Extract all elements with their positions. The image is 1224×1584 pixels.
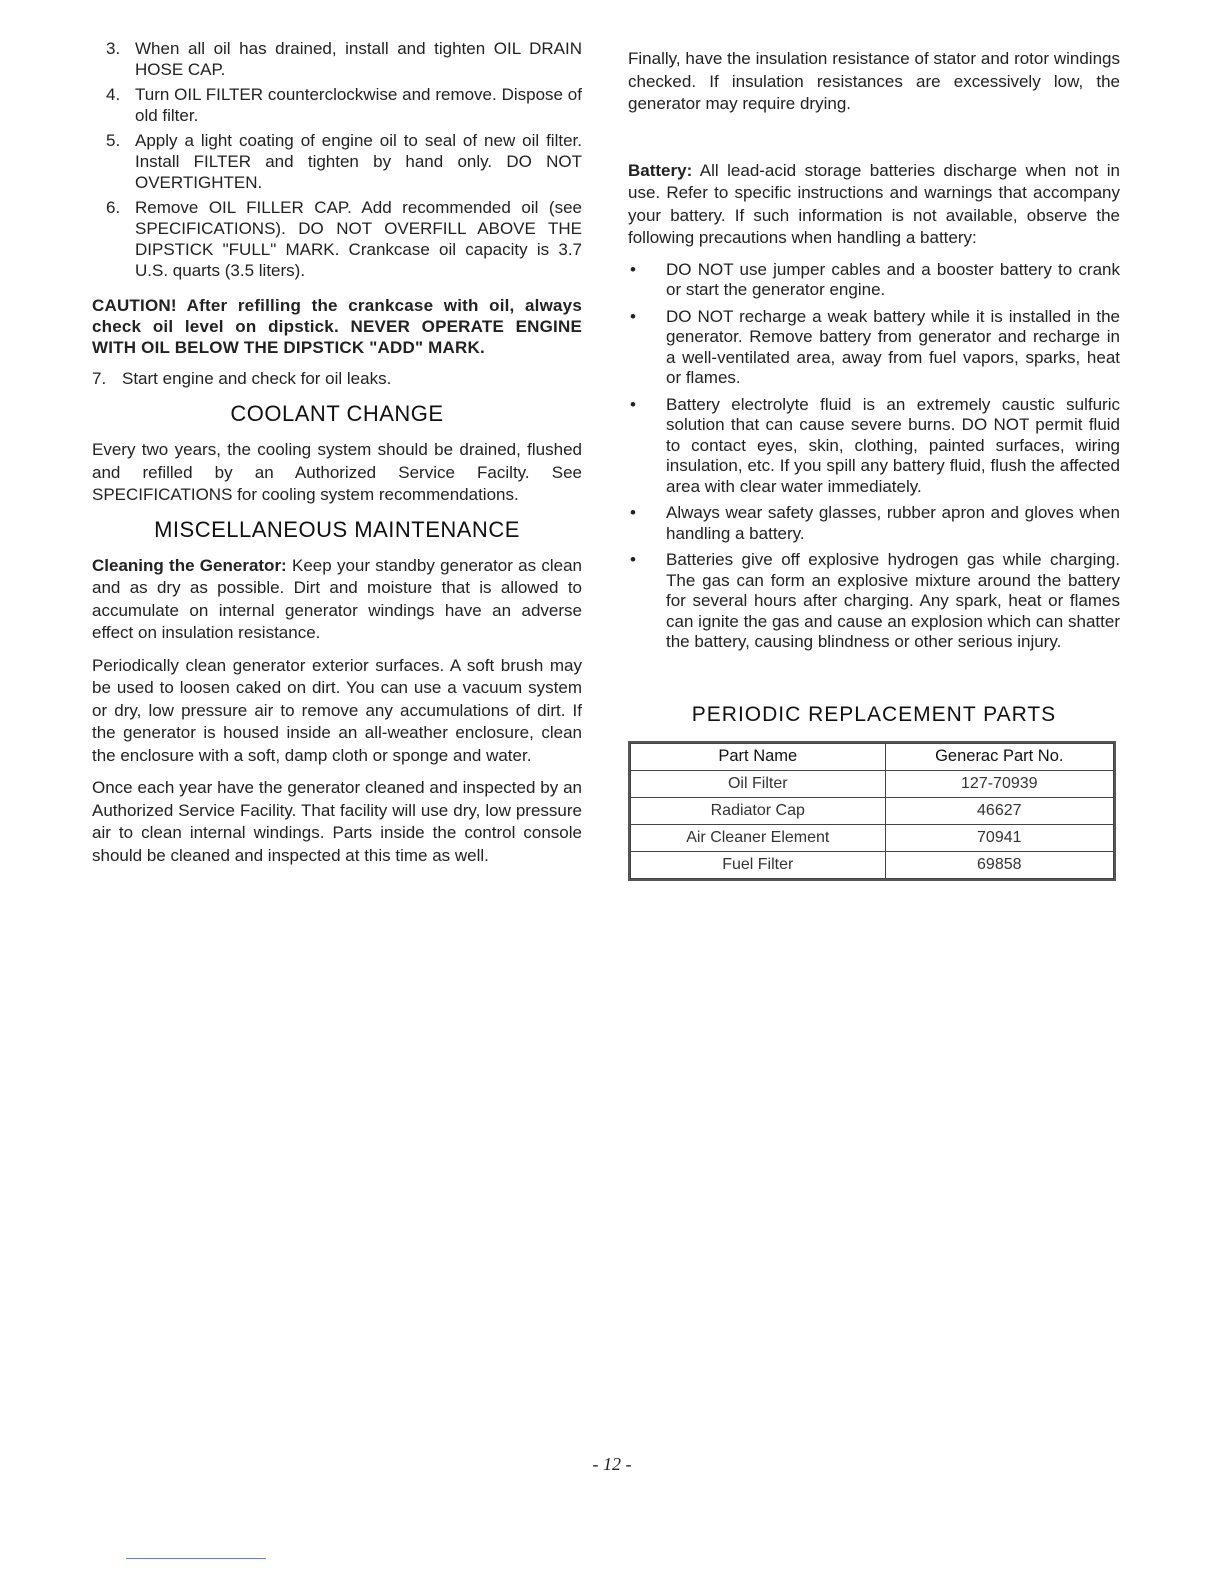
oil-change-steps <box>92 38 582 281</box>
page-number: - 12 - <box>592 1454 632 1474</box>
table-row <box>631 851 1114 878</box>
column-header: Part Name <box>631 743 886 770</box>
table-row <box>631 824 1114 851</box>
step-item: 3. When all oil has drained, install and tighten OIL DRAIN HOSE CAP. <box>106 39 582 79</box>
table-row <box>631 797 1114 824</box>
scan-line <box>126 1558 266 1559</box>
battery-precautions-list <box>628 260 1120 653</box>
left-column <box>92 38 582 877</box>
bullet-icon: • <box>630 503 636 522</box>
parts-heading: PERIODIC REPLACEMENT PARTS <box>691 702 1057 726</box>
step-item: 4. Turn OIL FILTER counterclockwise and remove. Dispose of old filter. <box>106 85 582 125</box>
bullet-icon: • <box>630 394 636 414</box>
misc-heading: MISCELLANEOUS MAINTENANCE <box>154 516 520 542</box>
step-item: 6. Remove OIL FILLER CAP. Add recommended oil (see SPECIFICATIONS). DO NOT OVERFILL ABOVE THE DIPSTICK "FULL" MARK. Crankcase oil capacity is 3.7 U.S. quarts (3.5 liters). <box>106 198 582 280</box>
cleaning-paragraph: Cleaning the Generator: Keep your standby generator as clean and as dry as possible. Dirt and moisture that is allowed to accumulate on internal generator windings have an adverse effect on insulation resistance. <box>92 555 582 642</box>
table-cell: Radiator Cap <box>631 797 886 824</box>
table-header-row <box>631 743 1114 770</box>
coolant-paragraph: Every two years, the cooling system should be drained, flushed and refilled by an Authorized Service Facilty. See SPECIFICATIONS for cooling system recommendations. <box>92 440 582 504</box>
exterior-paragraph: Periodically clean generator exterior surfaces. A soft brush may be used to loosen caked on dirt. You can use a vacuum system or dry, low pressure air to remove any accumulations of dirt. If the generator is housed inside an all-weather enclosure, clean the enclosure with a soft, damp cloth or sponge and water. <box>92 655 582 765</box>
table-row <box>631 770 1114 797</box>
right-column <box>628 48 1120 881</box>
table-cell: Oil Filter <box>631 770 886 797</box>
column-header: Generac Part No. <box>885 743 1113 770</box>
bullet-icon: • <box>630 306 636 326</box>
table-cell: 46627 <box>885 797 1113 824</box>
list-item: • Battery electrolyte fluid is an extremely caustic sulfuric solution that can cause severe burns. DO NOT permit fluid to contact eyes, skin, clothing, painted surfaces, wiring insulation, etc. If you spill any battery fluid, flush the affected area with clear water immediately. <box>630 394 1120 496</box>
list-item: • Always wear safety glasses, rubber apron and gloves when handling a battery. <box>630 503 1120 543</box>
table-cell: 69858 <box>885 851 1113 878</box>
coolant-heading: COOLANT CHANGE <box>230 401 444 426</box>
bullet-icon: • <box>630 550 636 569</box>
table-cell: Air Cleaner Element <box>631 824 886 851</box>
bullet-icon: • <box>630 259 636 279</box>
caution-notice: CAUTION! After refilling the crankcase with oil, always check oil level on dipstick. NEVER OPERATE ENGINE WITH OIL BELOW THE DIPSTICK "ADD" MARK. <box>92 296 582 357</box>
yearly-paragraph: Once each year have the generator cleaned and inspected by an Authorized Service Facility. That facility will use dry, low pressure air to clean internal windings. Parts inside the control console should be cleaned and inspected at this time as well. <box>92 778 582 865</box>
battery-paragraph: Battery: All lead-acid storage batteries discharge when not in use. Refer to specific instructions and warnings that accompany your battery. If such information is not available, observe the following precautions when handling a battery: <box>628 160 1120 247</box>
list-item: • DO NOT recharge a weak battery while it is installed in the generator. Remove battery from generator and recharge in a well-ventilated area, away from fuel vapors, sparks, heat or flames. <box>630 306 1120 387</box>
step-item: 7. Start engine and check for oil leaks. <box>92 369 392 388</box>
insulation-paragraph: Finally, have the insulation resistance of stator and rotor windings checked. If insulation resistances are excessively low, the generator may require drying. <box>628 49 1120 113</box>
parts-table <box>628 741 1116 881</box>
table-cell: Fuel Filter <box>631 851 886 878</box>
table-cell: 70941 <box>885 824 1113 851</box>
step-item: 5. Apply a light coating of engine oil to seal of new oil filter. Install FILTER and tighten by hand only. DO NOT OVERTIGHTEN. <box>106 131 582 192</box>
list-item: • DO NOT use jumper cables and a booster battery to crank or start the generator engine. <box>630 259 1120 299</box>
table-cell: 127-70939 <box>885 770 1113 797</box>
list-item: • Batteries give off explosive hydrogen gas while charging. The gas can form an explosive mixture around the battery for several hours after charging. Any spark, heat or flames can ignite the gas and cause an explosion which can shatter the battery, causing blindness or other serious injury. <box>630 550 1120 651</box>
